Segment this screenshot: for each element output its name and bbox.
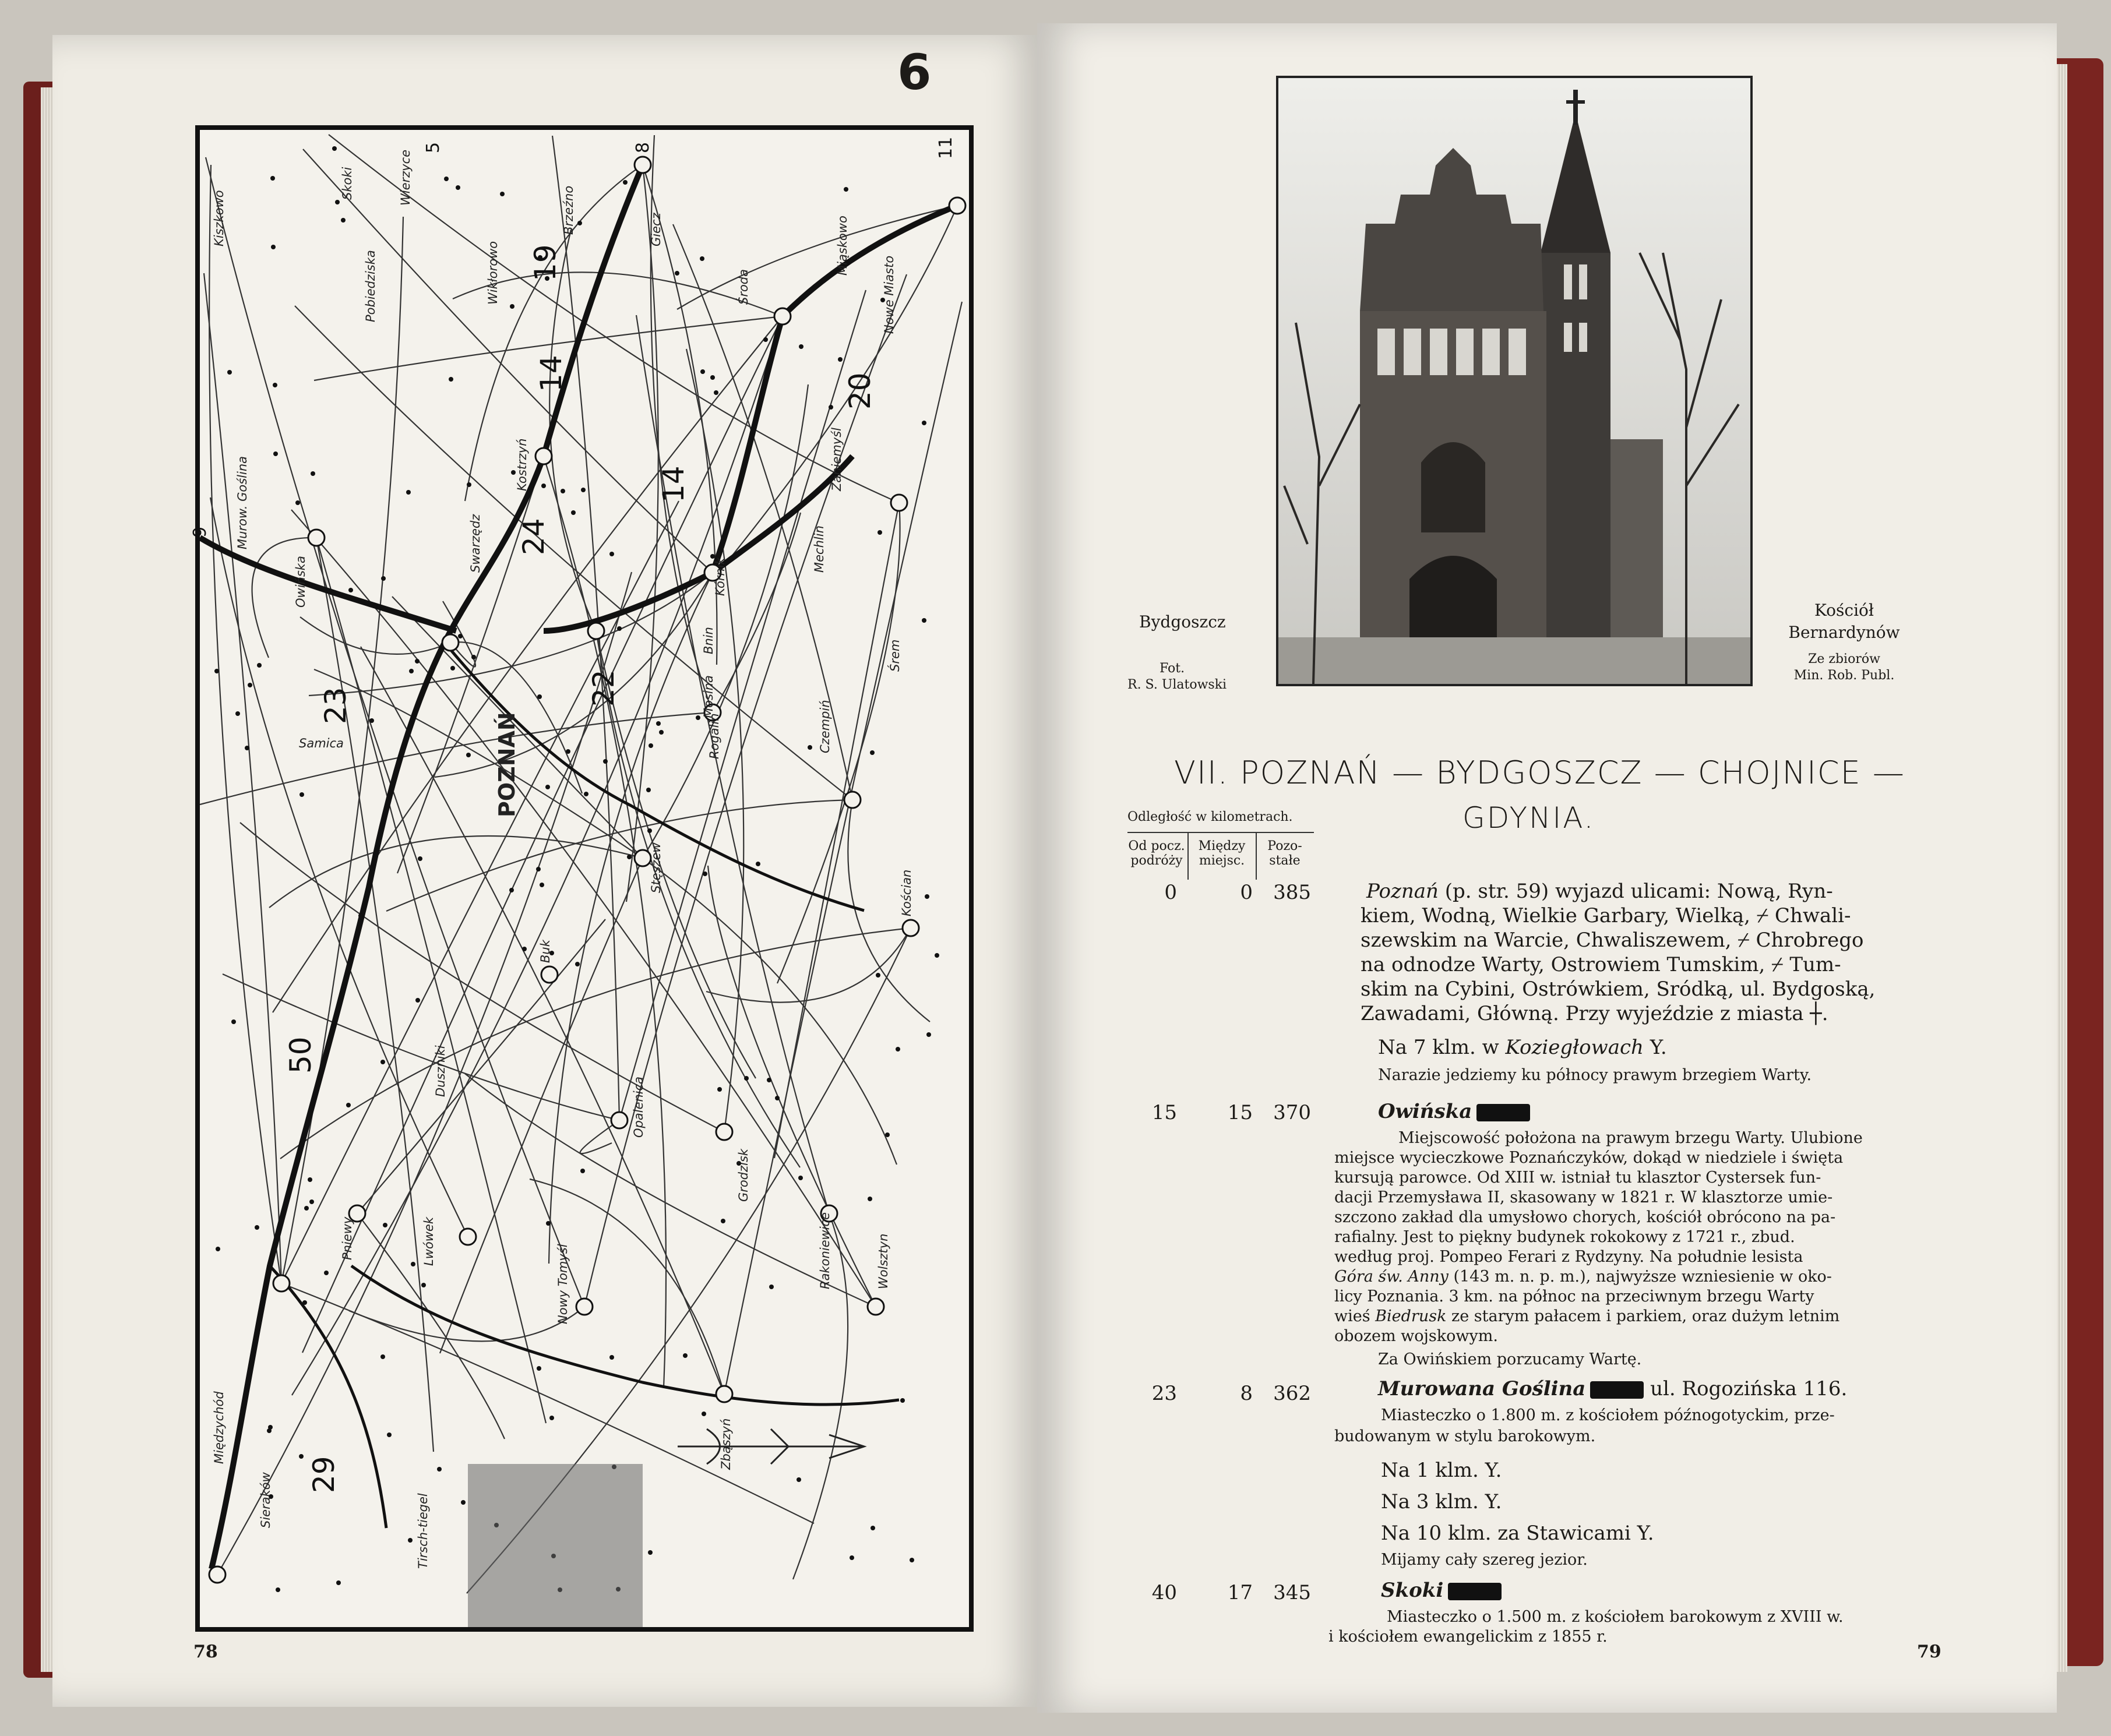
map-town-marker: [774, 308, 791, 324]
map-village-dot: [304, 1206, 309, 1211]
map-village-dot: [273, 383, 277, 387]
secondary-route: [270, 643, 899, 1528]
map-place-label: Skoki: [340, 167, 354, 200]
text-line: dacji Przemysława II, skasowany w 1821 r. W klasztorze umie-: [1334, 1188, 1833, 1206]
town-dots: [214, 146, 939, 1592]
map-village-dot: [609, 552, 614, 556]
map-village-dot: [437, 1467, 442, 1472]
map-edge-number: 11: [936, 136, 956, 159]
map-village-dot: [546, 1221, 551, 1226]
map-village-dot: [649, 743, 653, 748]
map-town-marker: [273, 1275, 290, 1292]
route-numbers: [190, 137, 956, 1493]
map-village-dot: [566, 749, 570, 754]
map-village-dot: [647, 828, 652, 833]
map-village-dot: [466, 753, 471, 757]
text-line: szczono zakład dla umysłowo chorych, kościół obrócono na pa-: [1334, 1208, 1836, 1226]
map-town-marker: [209, 1566, 225, 1583]
map-village-dot: [257, 663, 262, 668]
map-village-dot: [444, 177, 449, 181]
map-village-dot: [336, 1580, 341, 1585]
map-place-label: Rakoniewice: [818, 1212, 832, 1289]
map-place-label: Nowe Miasto: [882, 255, 896, 334]
map-village-dot: [415, 659, 420, 664]
map-place-label: Opalenica: [632, 1076, 646, 1138]
map-road: [636, 315, 829, 1213]
map-village-dot: [703, 871, 707, 876]
map-village-dot: [627, 855, 632, 859]
map-village-dot: [549, 1416, 554, 1420]
map-village-dot: [509, 888, 514, 892]
map-town-marker: [868, 1299, 884, 1315]
map-place-label: Duszniki: [434, 1045, 447, 1097]
map-place-label: Zaniemyśl: [830, 428, 844, 491]
text-line: rafialny. Jest to piękny budynek rokokowy z 1721 r., zbud.: [1334, 1228, 1795, 1246]
map-village-dot: [450, 666, 455, 671]
map-village-dot: [756, 862, 760, 866]
railway-station-icon: [1448, 1583, 1502, 1600]
map-town-marker: [541, 966, 558, 983]
map-number: 6: [897, 44, 932, 101]
map-village-dot: [536, 867, 541, 871]
map-village-dot: [332, 146, 337, 151]
table-rule: [1127, 832, 1314, 833]
map-town-marker: [903, 920, 919, 936]
distance-table-title: Odległość w kilometrach.: [1127, 810, 1293, 824]
map-road: [280, 928, 911, 1159]
col-head-between: Między miejsc.: [1198, 839, 1246, 869]
photo-caption-church-1: Kościół: [1814, 601, 1874, 620]
map-village-dot: [421, 1283, 426, 1287]
railway-station-icon: [1590, 1381, 1644, 1399]
map-svg: [190, 130, 969, 1627]
map-village-dot: [675, 271, 679, 276]
map-village-dot: [575, 962, 580, 966]
section-heading: VII. POZNAŃ — BYDGOSZCZ — CHOJNICE —: [1174, 754, 1905, 791]
map-place-label: Lwówek: [422, 1217, 436, 1266]
text-line: i kościołem ewangelickim z 1855 r.: [1328, 1628, 1608, 1646]
map-town-marker: [949, 197, 965, 214]
map-place-label: Kiszkowo: [212, 190, 226, 246]
map-village-dot: [381, 576, 386, 581]
map-village-dot: [561, 489, 565, 493]
text-line: Miasteczko o 1.500 m. z kościołem barokowym z XVIII w.: [1387, 1608, 1844, 1626]
map-village-dot: [717, 1087, 722, 1092]
map-place-label: Kórnik: [713, 558, 727, 596]
map-village-dot: [775, 1096, 780, 1100]
map-village-dot: [714, 390, 718, 395]
col-head-remaining: Pozo- stałe: [1267, 839, 1302, 869]
map-village-dot: [522, 947, 527, 951]
text-line: na odnodze Warty, Ostrowiem Tumskim, ⌿ Tum-: [1361, 953, 1841, 976]
map-village-dot: [415, 998, 420, 1003]
map-village-dot: [255, 1225, 259, 1230]
map-place-label: Miąskowo: [836, 216, 850, 276]
map-road: [329, 135, 899, 503]
map-village-dot: [270, 176, 275, 181]
map-village-dot: [299, 1454, 304, 1459]
map-village-dot: [646, 788, 651, 792]
place-name: Murowana Goślina ul. Rogozińska 116.: [1378, 1377, 1848, 1400]
map-village-dot: [885, 1132, 890, 1137]
map-village-dot: [925, 894, 929, 899]
map-village-dot: [380, 1354, 385, 1359]
map-village-dot: [683, 1353, 688, 1358]
map-village-dot: [335, 200, 340, 204]
map-place-label: Wierzyce: [399, 149, 413, 206]
map-village-dot: [311, 471, 315, 476]
photo-credit-name: R. S. Ulatowski: [1127, 678, 1227, 692]
map-place-label: Buk: [538, 940, 552, 963]
map-edge-number: 9: [190, 526, 210, 538]
map-village-dot: [418, 856, 422, 861]
map-village-dot: [656, 721, 661, 726]
map-village-dot: [387, 1432, 392, 1437]
map-village-dot: [896, 1047, 900, 1052]
map-village-dot: [276, 1587, 280, 1592]
map-town-marker: [588, 623, 604, 639]
map-village-dot: [248, 683, 252, 687]
map-village-dot: [348, 588, 353, 592]
map-village-dot: [769, 1285, 774, 1289]
text-line: obozem wojskowym.: [1334, 1327, 1498, 1345]
map-village-dot: [571, 510, 576, 515]
text-line: kiem, Wodną, Wielkie Garbary, Wielką, ⌿ Chwali-: [1361, 904, 1851, 927]
col-head-from-start: Od pocz. podróży: [1128, 839, 1185, 869]
text-line: wieś Biedrusk ze starym pałacem i parkiem, oraz dużym letnim: [1334, 1307, 1840, 1325]
map-village-dot: [216, 1247, 220, 1251]
route-map: [190, 125, 974, 1632]
section-heading-2: GDYNIA.: [1462, 801, 1595, 835]
map-road: [361, 647, 724, 1394]
map-village-dot: [541, 484, 546, 488]
dist-start: 15: [1151, 1101, 1177, 1124]
photo-caption-church-2: Bernardynów: [1788, 623, 1900, 642]
text-line: skim na Cybini, Ostrówkiem, Sródką, ul. Bydgoską,: [1361, 978, 1876, 1001]
map-road: [549, 230, 596, 631]
map-village-dot: [829, 405, 833, 410]
map-place-label: Środa: [736, 269, 750, 305]
map-place-label: POZNAŃ: [494, 712, 520, 817]
text-line: Poznań (p. str. 59) wyjazd ulicami: Nową, Ryn-: [1366, 880, 1833, 903]
map-place-label: Wolsztyn: [876, 1233, 890, 1289]
dist-between: 8: [1240, 1382, 1253, 1405]
map-village-dot: [409, 669, 414, 673]
map-road: [453, 272, 783, 316]
map-place-label: Mechlin: [812, 525, 826, 573]
dist-start: 23: [1151, 1382, 1177, 1405]
map-village-dot: [302, 1300, 307, 1305]
route-number: 23: [319, 687, 353, 724]
map-village-dot: [471, 655, 476, 659]
map-town-marker: [611, 1112, 628, 1128]
map-road: [217, 572, 632, 1575]
text-line: Na 3 klm. Y.: [1381, 1490, 1502, 1513]
map-village-dot: [900, 1398, 905, 1403]
map-place-label: Bnin: [702, 627, 716, 654]
map-village-dot: [808, 745, 812, 750]
dist-between: 17: [1227, 1581, 1253, 1604]
map-village-dot: [868, 1197, 872, 1201]
map-village-dot: [299, 792, 304, 797]
map-village-dot: [341, 218, 346, 223]
map-place-label: Sieraków: [259, 1472, 273, 1528]
map-place-label: Tirsch-tiegel: [416, 1493, 430, 1569]
map-village-dot: [358, 913, 363, 918]
dist-start: 40: [1151, 1581, 1177, 1604]
map-town-marker: [716, 1124, 732, 1140]
map-village-dot: [844, 187, 848, 192]
route-number: 14: [657, 465, 690, 503]
map-road: [774, 503, 899, 1158]
map-place-label: Giecz: [649, 213, 663, 246]
text-line: Za Owińskiem porzucamy Wartę.: [1378, 1350, 1642, 1368]
map-village-dot: [369, 718, 374, 723]
map-village-dot: [744, 1076, 749, 1081]
map-village-dot: [799, 344, 803, 349]
text-line: Na 7 klm. w Koziegłowach Y.: [1378, 1036, 1667, 1059]
map-village-dot: [702, 1412, 706, 1416]
dist-remaining: 345: [1273, 1581, 1311, 1604]
map-village-dot: [910, 1558, 914, 1562]
map-village-dot: [838, 357, 843, 362]
text-line: Na 10 klm. za Stawicami Y.: [1381, 1522, 1654, 1545]
map-village-dot: [324, 1271, 329, 1275]
route-number: 29: [307, 1456, 341, 1493]
photo-caption-city: Bydgoszcz: [1139, 612, 1226, 631]
map-village-dot: [545, 785, 550, 789]
route-number: 24: [517, 518, 551, 555]
map-village-dot: [346, 1103, 351, 1107]
text-line: według proj. Pompeo Ferari z Rydzyny. Na południe lesista: [1334, 1248, 1803, 1266]
text-line: Mijamy cały szereg jezior.: [1381, 1551, 1588, 1569]
photo-credit-label: Fot.: [1160, 661, 1185, 676]
photo-source-2: Min. Rob. Publ.: [1793, 668, 1895, 683]
map-village-dot: [271, 245, 276, 249]
map-place-label: Pniewy: [340, 1216, 354, 1260]
map-village-dot: [876, 973, 880, 978]
place-name: Owińska: [1378, 1100, 1530, 1123]
map-edge-number: 5: [423, 142, 443, 153]
dist-between: 15: [1227, 1101, 1253, 1124]
route-number: 14: [534, 355, 568, 392]
text-line: Miasteczko o 1.800 m. z kościołem późnogotyckim, prze-: [1381, 1406, 1835, 1424]
map-village-dot: [721, 1219, 725, 1223]
text-line: Na 1 klm. Y.: [1381, 1459, 1502, 1482]
dist-start: 0: [1164, 881, 1177, 904]
map-village-dot: [456, 185, 460, 190]
map-place-label: Czempiń: [818, 700, 832, 753]
map-village-dot: [510, 304, 514, 309]
map-village-dot: [449, 377, 453, 382]
map-village-dot: [581, 488, 586, 492]
map-village-dot: [797, 1477, 801, 1482]
map-village-dot: [231, 1019, 236, 1024]
map-village-dot: [877, 530, 882, 535]
page-number-right: 79: [1917, 1642, 1941, 1662]
map-town-marker: [535, 448, 552, 464]
map-place-label: Stęszew: [649, 842, 663, 893]
map-edge-number: 8: [633, 142, 653, 153]
map-place-label: Rogalin: [707, 713, 721, 759]
map-village-dot: [467, 482, 471, 487]
text-line: licy Poznania. 3 km. na północ na przeciwnym brzegu Warty: [1334, 1287, 1814, 1305]
map-village-dot: [710, 375, 715, 380]
map-village-dot: [623, 180, 628, 185]
map-village-dot: [580, 1169, 585, 1173]
map-place-label: Grodzisk: [736, 1148, 750, 1202]
map-place-label: Mosina: [702, 675, 716, 718]
page-number-left: 78: [193, 1642, 218, 1662]
map-village-dot: [617, 626, 622, 631]
map-town-marker: [460, 1229, 476, 1245]
map-place-label: Międzychód: [212, 1391, 226, 1464]
map-village-dot: [380, 1060, 385, 1064]
route-number: 20: [843, 372, 877, 410]
route-number: 50: [284, 1036, 318, 1074]
map-village-dot: [235, 711, 240, 716]
map-village-dot: [850, 1555, 854, 1560]
railway-station-icon: [1476, 1104, 1530, 1121]
map-village-dot: [648, 1550, 653, 1555]
place-name: Skoki: [1381, 1579, 1502, 1602]
church-photo-svg: [1278, 78, 1750, 684]
map-place-label: Kościan: [900, 869, 914, 916]
map-village-dot: [922, 618, 926, 623]
map-road: [316, 538, 434, 1452]
route-line: [351, 1266, 899, 1405]
text-line: kursują parowce. Od XIII w. istniał tu klasztor Cystersek fun-: [1334, 1169, 1821, 1187]
map-town-marker: [716, 1386, 732, 1402]
map-village-dot: [922, 421, 926, 425]
map-place-label: Samica: [299, 736, 344, 750]
map-village-dot: [659, 730, 664, 735]
map-village-dot: [700, 256, 704, 261]
map-town-marker: [844, 792, 861, 808]
map-road: [269, 836, 643, 908]
map-village-dot: [500, 192, 505, 196]
map-place-label: Wikłorowo: [486, 241, 500, 305]
map-village-dot: [458, 634, 463, 638]
map-village-dot: [295, 500, 300, 505]
map-village-dot: [245, 746, 249, 750]
secondary-roads: [200, 135, 962, 1593]
map-village-dot: [798, 1176, 803, 1180]
map-village-dot: [411, 1262, 415, 1266]
route-line: [212, 165, 643, 1569]
map-road: [204, 273, 281, 1283]
map-place-label: Nowy Tomyśl: [556, 1244, 570, 1324]
map-village-dot: [763, 337, 768, 342]
map-village-dot: [273, 451, 278, 456]
map-place-label: Zbąszyń: [719, 1418, 733, 1470]
map-village-dot: [267, 1428, 272, 1433]
border-hatch: [468, 1464, 643, 1627]
map-village-dot: [406, 490, 411, 495]
map-village-dot: [696, 715, 700, 720]
map-village-dot: [227, 370, 232, 375]
photo-source-1: Ze zbiorów: [1808, 652, 1880, 666]
map-village-dot: [870, 750, 875, 755]
map-village-dot: [584, 792, 588, 796]
map-village-dot: [309, 1199, 314, 1204]
map-village-dot: [609, 1355, 614, 1360]
map-village-dot: [767, 1078, 771, 1082]
map-place-label: Brzeźno: [562, 185, 576, 235]
map-village-dot: [926, 1032, 931, 1037]
map-village-dot: [461, 1500, 466, 1505]
map-road: [357, 919, 605, 1213]
map-road: [210, 497, 468, 1237]
dist-between: 0: [1240, 881, 1253, 904]
map-town-marker: [635, 157, 651, 173]
map-village-dot: [935, 953, 939, 958]
map-town-marker: [891, 495, 907, 511]
dist-remaining: 370: [1273, 1101, 1311, 1124]
map-town-marker: [442, 634, 459, 651]
dist-remaining: 362: [1273, 1382, 1311, 1405]
map-village-dot: [537, 694, 542, 699]
map-town-marker: [635, 850, 651, 866]
map-village-dot: [871, 1526, 875, 1530]
route-number: 19: [528, 244, 562, 281]
map-village-dot: [577, 221, 582, 225]
map-village-dot: [537, 1366, 541, 1371]
map-road: [209, 165, 281, 1283]
dist-remaining: 385: [1273, 881, 1311, 904]
map-road: [349, 1307, 584, 1341]
map-place-label: Pobiedziska: [364, 250, 378, 322]
text-line: Miejscowość położona na prawym brzegu Warty. Ulubione: [1398, 1129, 1863, 1147]
map-place-label: Śrem: [888, 639, 902, 672]
map-road: [386, 800, 852, 911]
map-village-dot: [408, 1538, 413, 1543]
map-road: [549, 573, 713, 1264]
text-line: szewskim na Warcie, Chwaliszewem, ⌿ Chrobrego: [1361, 929, 1864, 952]
text-line: Narazie jedziemy ku północy prawym brzegiem Warty.: [1378, 1066, 1812, 1084]
map-village-dot: [214, 669, 219, 673]
church-tower: [1541, 253, 1610, 637]
map-village-dot: [308, 1177, 312, 1182]
map-place-label: Owińska: [294, 556, 308, 608]
map-village-dot: [700, 369, 705, 374]
map-place-label: Swarzędz: [468, 514, 482, 573]
map-village-dot: [383, 1223, 387, 1227]
map-town-marker: [576, 1299, 593, 1315]
text-line: miejsce wycieczkowe Poznańczyków, dokąd w niedziele i święta: [1334, 1149, 1844, 1167]
map-place-label: Kostrzyń: [515, 438, 529, 491]
map-road: [465, 1074, 876, 1307]
map-village-dot: [603, 759, 608, 764]
text-line: budowanym w stylu barokowym.: [1334, 1427, 1596, 1445]
map-place-label: Murow. Goślina: [235, 456, 249, 549]
map-village-dot: [540, 883, 544, 887]
map-town-marker: [308, 530, 325, 546]
route-number: 22: [587, 669, 621, 707]
church-photo: [1276, 76, 1753, 686]
text-line: Zawadami, Główną. Przy wyjeździe z miasta ┼.: [1361, 1002, 1828, 1025]
text-line: Góra św. Anny (143 m. n. p. m.), najwyższe wzniesienie w oko-: [1334, 1268, 1832, 1286]
